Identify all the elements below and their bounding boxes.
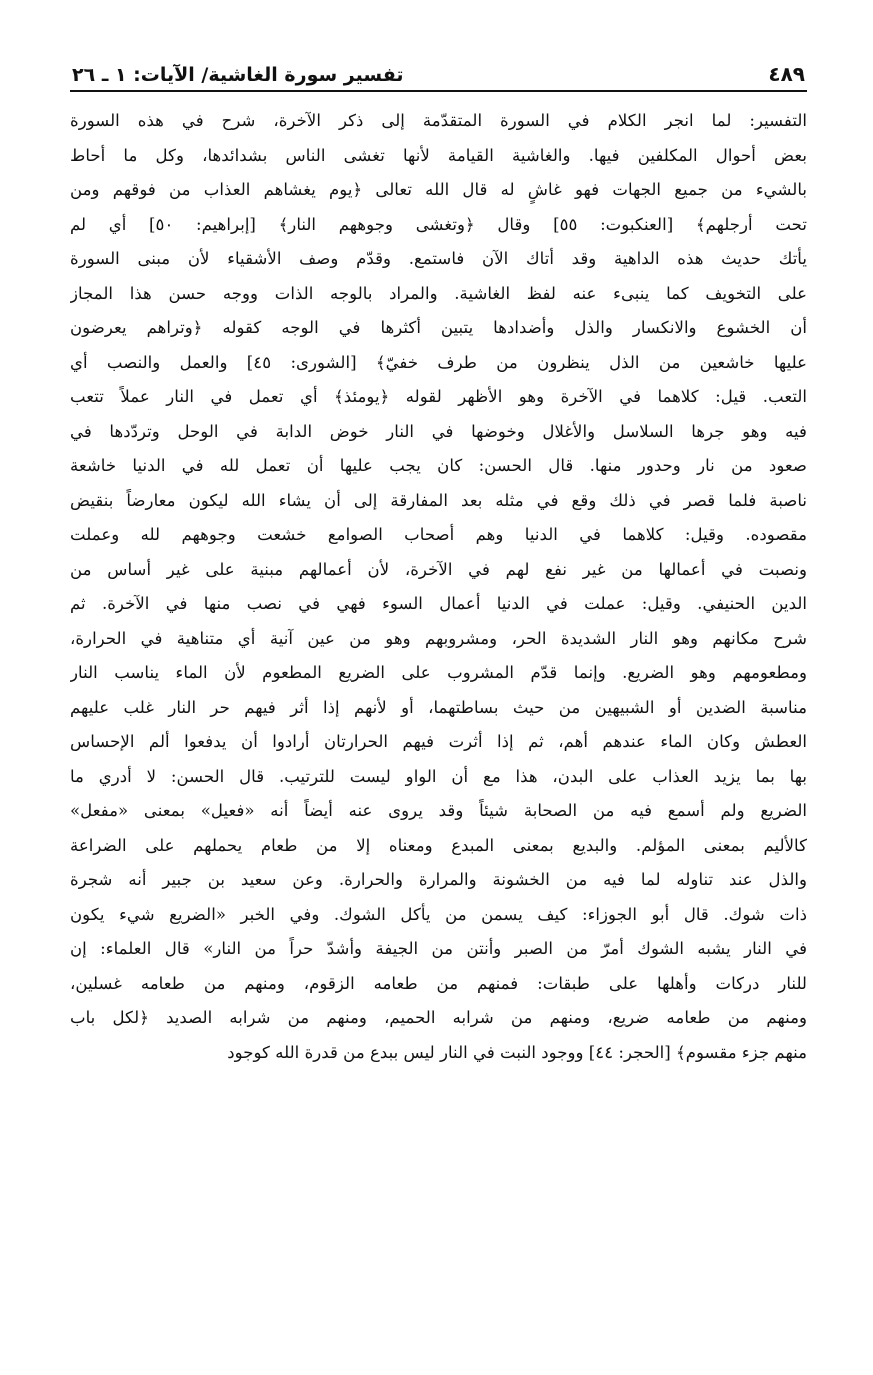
- text-line: تحت أرجلهم﴾ [العنكبوت: ٥٥] وقال ﴿وتغشى وجوههم النار﴾ [إبراهيم: ٥٠] أي لم: [70, 214, 807, 234]
- commentary-text: [70, 104, 807, 1070]
- text-line: ومنهم من طعامه ضريع، ومنهم من شرابه الحميم، ومنهم من شرابه الصديد ﴿لكل باب: [70, 1008, 807, 1027]
- text-line: أن الخشوع والانكسار والذل وأضدادها يتبين أكثرها في الوجه كقوله ﴿وتراهم يعرضون: [70, 318, 807, 337]
- text-line: التفسير: لما انجر الكلام في السورة المتقدّمة إلى ذكر الآخرة، شرح في هذه السورة: [70, 111, 807, 130]
- text-line: التعب. قيل: كلاهما في الآخرة وهو الأظهر لقوله ﴿يومئذ﴾ أي تعمل في النار عملاً تتعب: [70, 387, 807, 406]
- text-line: بها بما يزيد العذاب على البدن، هذا مع أن الواو ليست للترتيب. قال الحسن: لا أدري ما: [70, 766, 807, 786]
- text-line: الضريع ولم أسمع فيه من الصحابة شيئاً وقد يروى عنه أيضاً أنه «فعيل» بمعنى «مفعل»: [70, 801, 807, 820]
- text-line: منهم جزء مقسوم﴾ [الحجر: ٤٤] ووجود النبت في النار ليس ببدع من قدرة الله كوجود: [227, 1042, 807, 1062]
- text-line: بعض أحوال المكلفين فيها. والغاشية القيامة لأنها تغشى الناس بشدائدها، وكل ما أحاط: [70, 145, 807, 165]
- text-line: ذات شوك. قال أبو الجوزاء: كيف يسمن من يأكل الشوك. وفي الخبر «الضريع شيء يكون: [70, 904, 807, 924]
- text-line: شرح مكانهم وهو النار الشديدة الحر، ومشروبهم وهو من عين آنية أي متناهية في الحرارة،: [70, 628, 807, 648]
- text-line: العطش وكان الماء عندهم أهم، ثم إذا أثرت فيهم الحرارتان أرادوا أن يدفعوا ألم الإحساس: [70, 732, 807, 751]
- text-line: للنار دركات وأهلها على طبقات: فمنهم من طعامه الزقوم، ومنهم من طعامه غسلين،: [70, 973, 807, 993]
- running-title: تفسير سورة الغاشية/ الآيات: ١ ـ ٢٦: [72, 64, 404, 86]
- text-line: بالشيء من جميع الجهات فهو غاشٍ له قال الله تعالى ﴿يوم يغشاهم العذاب من فوقهم ومن: [70, 180, 807, 199]
- running-header: [70, 48, 807, 92]
- text-line: الدين الحنيفي. وقيل: عملت في الدنيا أعمال السوء فهي في نصب منها في الآخرة. ثم: [70, 594, 807, 613]
- text-line: ونصبت في أعمالها من غير نفع لهم في الآخرة، لأن أعمالهم مبنية على غير أساس من: [70, 559, 807, 579]
- text-line: يأتك حديث هذه الداهية وقد أتاك الآن فاستمع. وقدّم وصف الأشقياء لأن مبنى السورة: [70, 249, 807, 268]
- text-line: ومطعومهم وهو الضريع. وإنما قدّم المشروب على الضريع المطعوم لأن الماء يناسب النار: [70, 663, 807, 682]
- text-line: على التخويف كما ينبىء عنه لفظ الغاشية. والمراد بالوجه الذات ووجه حسن هذا المجاز: [70, 283, 807, 303]
- text-line: صعود من نار وحدور منها. قال الحسن: كان يجب عليها أن تعمل لله في الدنيا خاشعة: [70, 456, 807, 475]
- text-line: والذل عند تناوله لما فيه من الخشونة والمرارة والحرارة. وعن سعيد بن جبير أنه شجرة: [70, 870, 807, 889]
- text-line: مقصوده. وقيل: كلاهما في الدنيا وهم أصحاب الصوامع خشعت وجوههم لله وعملت: [70, 525, 807, 544]
- text-line: ناصبة فلما قصر في ذلك وقع في مثله بعد المفارقة إلى أن يشاء الله ليكون معارضاً بنقيض: [70, 490, 807, 510]
- text-line: فيه وهو جرها السلاسل والأغلال وخوضها في النار خوض الدابة في الوحل وتردّدها في: [70, 421, 807, 441]
- book-page: [70, 48, 807, 1070]
- text-line: عليها خاشعين من الذل ينظرون من طرف خفيّ﴾ [الشورى: ٤٥] والعمل والنصب أي: [70, 352, 807, 372]
- page-number: ٤٨٩: [768, 62, 805, 86]
- text-line: مناسبة الضدين أو الشبيهين من حيث بساطتهما، أو لأنهم إذا أثر فيهم حر النار غلب عليهم: [70, 697, 807, 717]
- text-line: في النار يشبه الشوك أمرّ من الصبر وأنتن من الجيفة وأشدّ حراً من النار» قال العلماء: إن: [70, 939, 807, 958]
- text-line: كالأليم بمعنى المؤلم. والبديع بمعنى المبدع ومعناه إلا من طعام يحملهم على الضراعة: [70, 835, 807, 855]
